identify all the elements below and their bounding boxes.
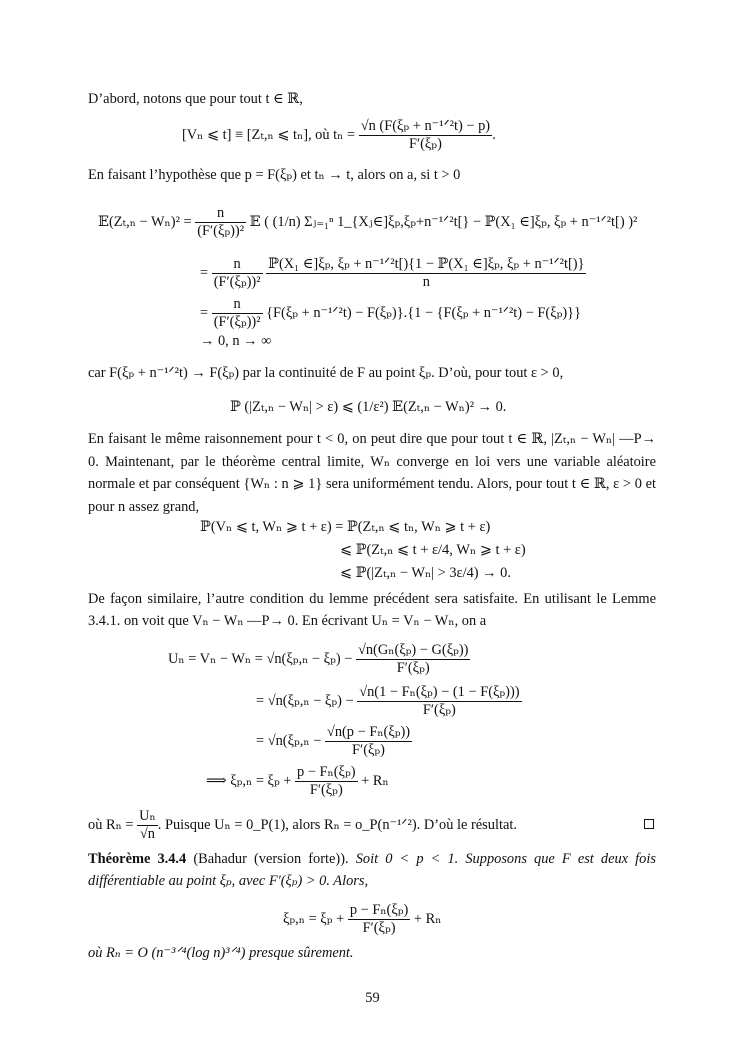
equation-prob: ⩽ ℙ(Zₜ,ₙ ⩽ t + ε/4, Wₙ ⩾ t + ε) — [340, 542, 526, 558]
text-line: En faisant l’hypothèse que p = F(ξₚ) et tₙ → t, alors on a, si t > 0 — [88, 167, 461, 183]
equation-prob: ⩽ ℙ(|Zₜ,ₙ − Wₙ| > 3ε/4) → 0. — [340, 565, 511, 581]
equation-step: = $\frac{n}{\text{(F′(ξₚ))²}}$ {F(ξₚ + n⁻¹ᐟ²t) − F(ξₚ)}.{1 − {F(ξₚ + n⁻¹ᐟ²t) − F(ξₚ)}} — [200, 296, 581, 330]
equation-xi: ⟹ ξₚ,ₙ = ξₚ + $\frac{\text{p − Fₙ(ξₚ)}}{\text{F′(ξₚ)}}$ + Rₙ — [206, 764, 389, 798]
equation-prob: ℙ(Vₙ ⩽ t, Wₙ ⩾ t + ε) = ℙ(Zₜ,ₙ ⩽ tₙ, Wₙ ⩾ t + ε) — [200, 519, 491, 535]
equation-markov: ℙ (|Zₜ,ₙ − Wₙ| > ε) ⩽ (1/ε²) 𝔼(Zₜ,ₙ − Wₙ)² → 0. — [230, 399, 507, 415]
theorem-block: Théorème 3.4.4 (Bahadur (version forte)). Soit 0 < p < 1. Supposons que F est deux fois différentiable au point ξₚ, avec F′(ξₚ) > 0. Alors, — [88, 851, 656, 889]
text-line: D’abord, notons que pour tout t ∈ ℝ, — [88, 91, 303, 107]
equation-step: = √n(ξₚ,ₙ − ξₚ) − $\frac{\text{√n(1 − Fₙ(ξₚ) − (1 − F(ξₚ)))}}{\text{F′(ξₚ)}}$ — [256, 684, 520, 718]
paragraph: De façon similaire, l’autre condition du lemme précédent sera satisfaite. En utilisant le Lemme 3.4.1. on voit que Vₙ − Wₙ —P→ 0. En écrivant Uₙ = Vₙ − Wₙ, on a — [88, 591, 656, 629]
paragraph: En faisant le même raisonnement pour t < 0, on peut dire que pour tout t ∈ ℝ, |Zₜ,ₙ − Wₙ| —P→ 0. Maintenant, par le théorème central limite, Wₙ converge en loi vers une variable aléatoire normale et par conséquent {Wₙ : n ⩾ 1} sera uniformément tendu. Alors, pour tout t ∈ ℝ, ε > 0 et pour n assez grand, — [88, 431, 656, 515]
equation-un: Uₙ = Vₙ − Wₙ = √n(ξₚ,ₙ − ξₚ) − $\frac{\text{√n(Gₙ(ξₚ) − G(ξₚ))}}{\text{F′(ξₚ)}}$ — [168, 642, 469, 676]
equation-limit: → 0, n → ∞ — [200, 333, 272, 349]
qed-square-icon — [644, 819, 654, 829]
equation-expectation: 𝔼(Zₜ,ₙ − Wₙ)² = $\frac{n}{\text{(F′(ξₚ))²}}$ 𝔼 ( (1/n) Σⱼ₌₁ⁿ 1_{Xⱼ∈]ξₚ,ξₚ+n⁻¹ᐟ²t[} − ℙ(X₁ ∈]ξₚ, ξₚ + n⁻¹ᐟ²t[) )² — [98, 205, 638, 239]
text-line: où Rₙ = $\frac{\text{Uₙ}}{√n}$ . Puisque Uₙ = 0_P(1), alors Rₙ = o_P(n⁻¹ᐟ²). D’où le résultat. — [88, 808, 517, 842]
text-line: où Rₙ = O (n⁻³ᐟ⁴(log n)³ᐟ⁴) presque sûrement. — [88, 945, 354, 961]
page-number: 59 — [365, 990, 380, 1006]
equation-tn: [Vₙ ⩽ t] ≡ [Zₜ,ₙ ⩽ tₙ], où tₙ = √n (F(ξₚ + n⁻¹ᐟ²t) − p) F′(ξₚ) . — [182, 118, 496, 152]
text-line: car F(ξₚ + n⁻¹ᐟ²t) → F(ξₚ) par la continuité de F au point ξₚ. D’où, pour tout ε > 0, — [88, 365, 564, 381]
equation-bahadur: ξₚ,ₙ = ξₚ + $\frac{\text{p − Fₙ(ξₚ)}}{\text{F′(ξₚ)}}$ + Rₙ — [283, 902, 442, 936]
equation-step: = $\frac{n}{\text{(F′(ξₚ))²}}$ ℙ(X₁ ∈]ξₚ, ξₚ + n⁻¹ᐟ²t[){1 − ℙ(X₁ ∈]ξₚ, ξₚ + n⁻¹ᐟ²t[)} n — [200, 256, 585, 290]
equation-step: = √n(ξₚ,ₙ − $\frac{\text{√n(p − Fₙ(ξₚ))}}{\text{F′(ξₚ)}}$ — [256, 724, 411, 758]
